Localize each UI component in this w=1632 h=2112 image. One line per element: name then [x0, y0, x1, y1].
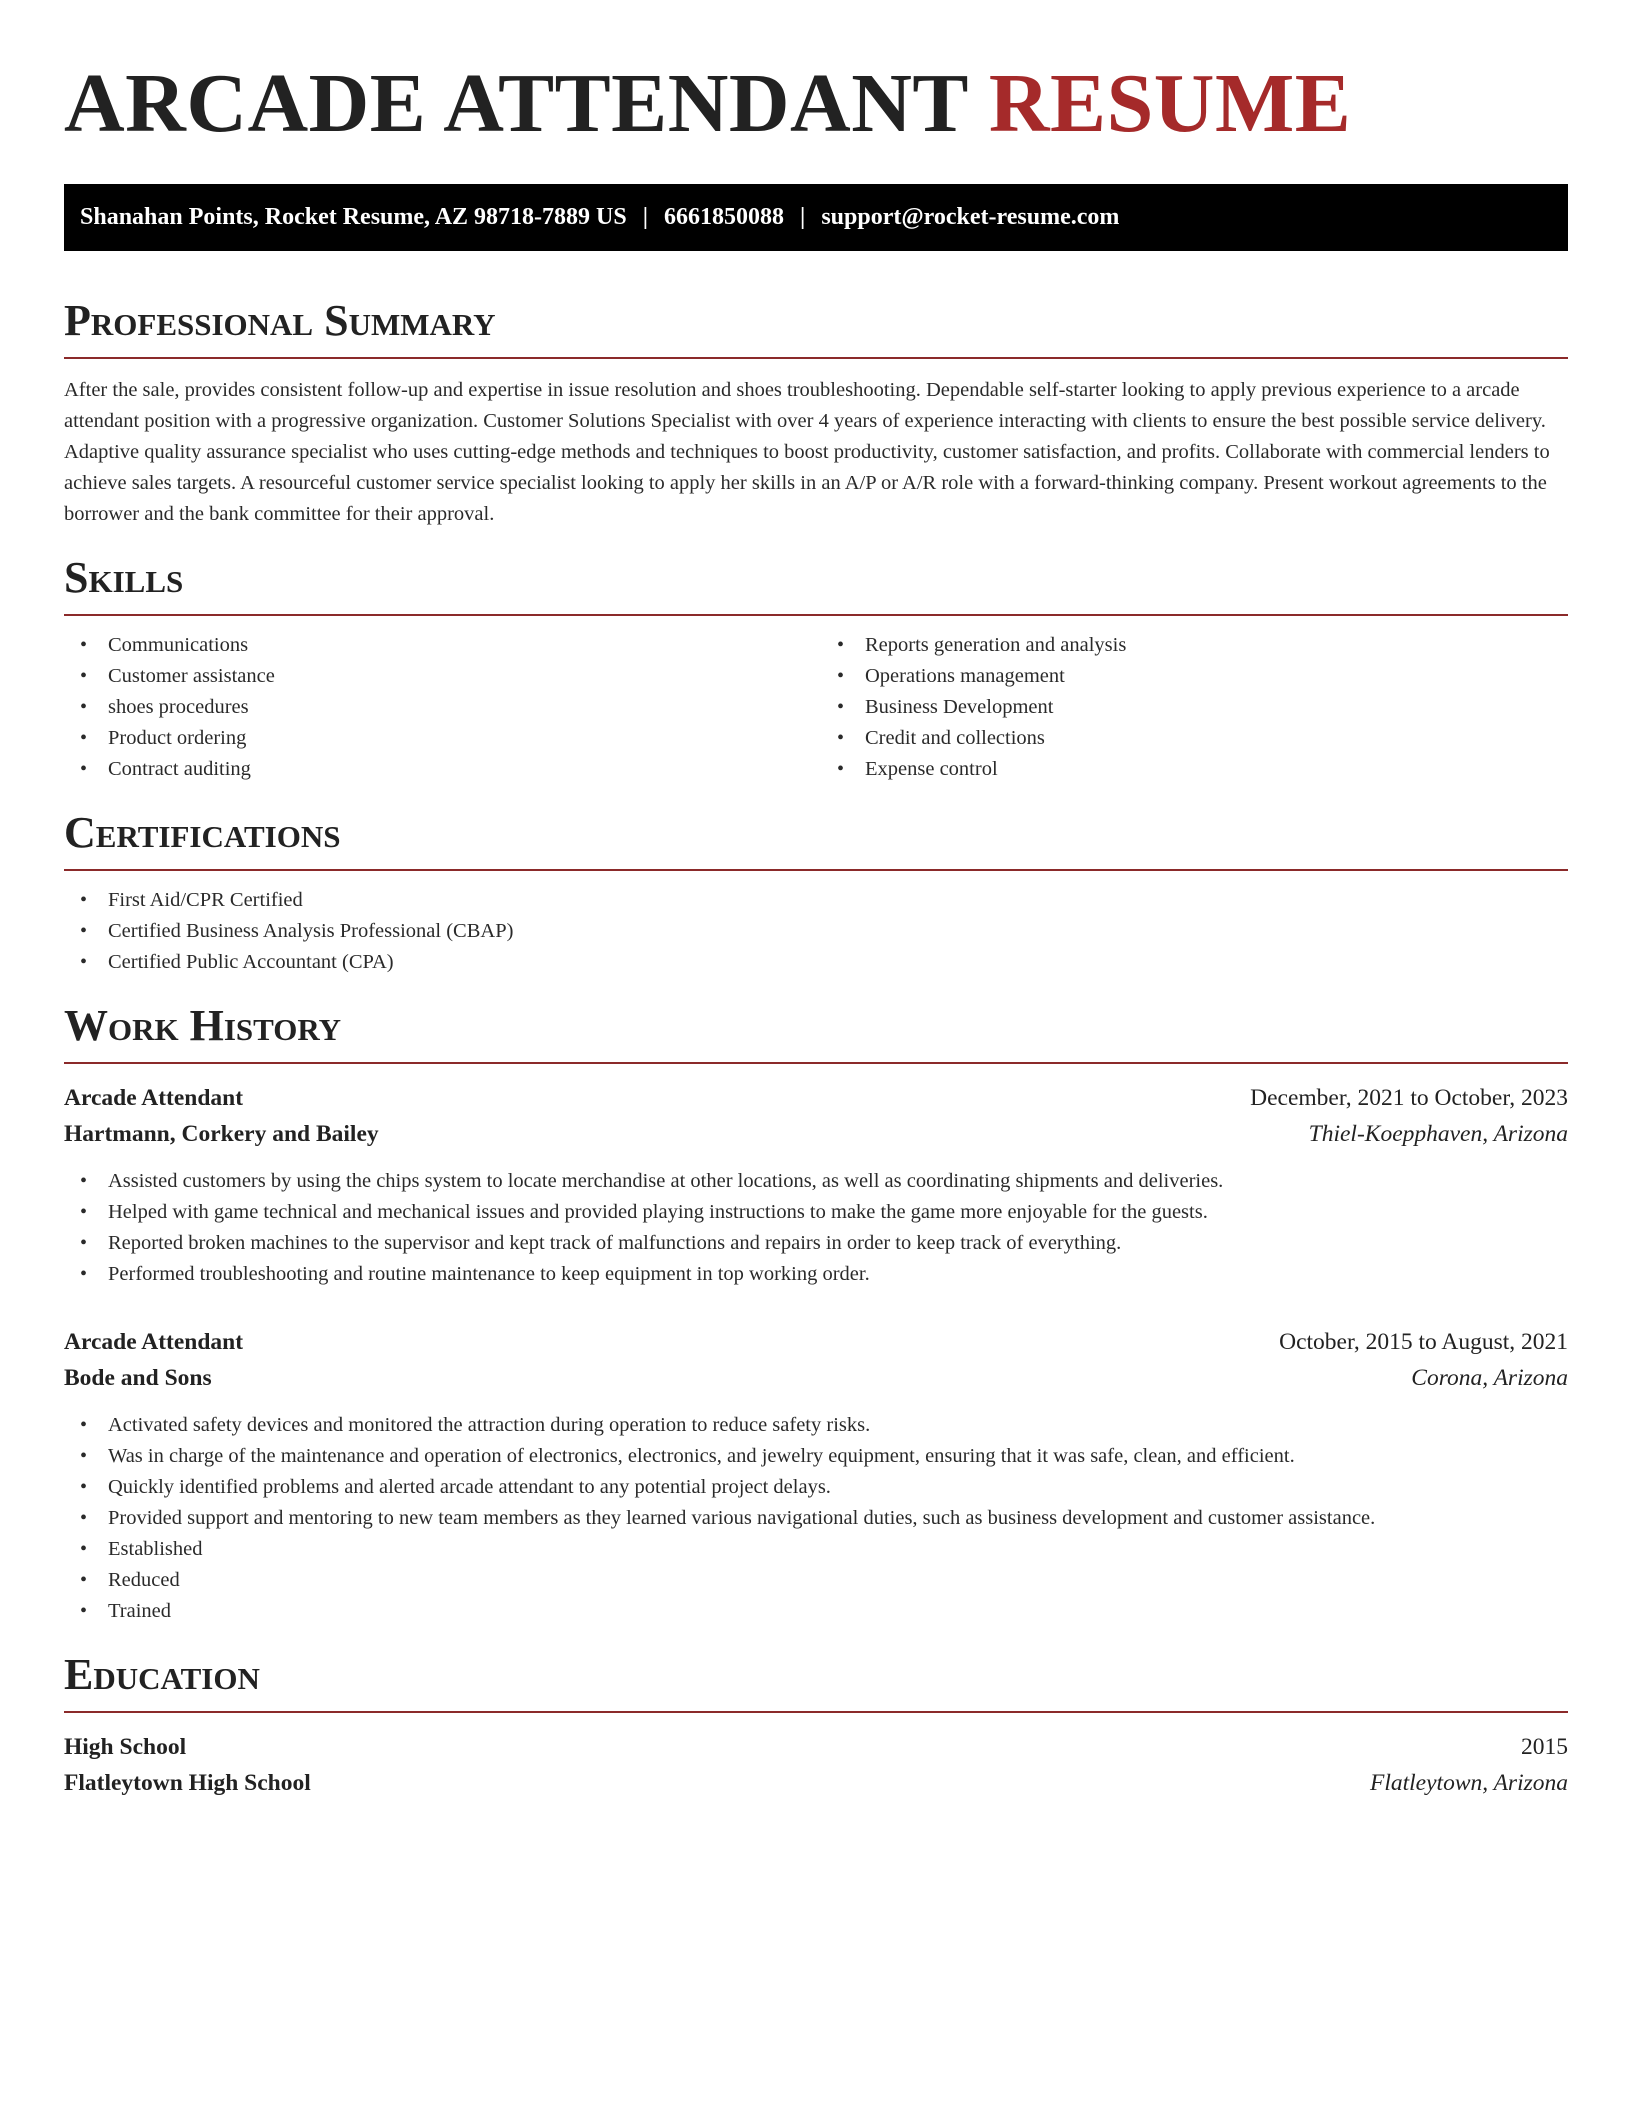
job-company: Hartmann, Corkery and Bailey	[64, 1121, 379, 1147]
contact-bar	[64, 184, 1568, 251]
skill-item: • Expense control	[821, 754, 1573, 785]
education-section	[64, 1649, 1568, 1801]
job-header-row	[64, 1324, 1568, 1360]
skill-item: • Product ordering	[64, 723, 816, 754]
education-school-row	[64, 1765, 1568, 1801]
certification-item: • Certified Public Accountant (CPA)	[64, 947, 1568, 978]
skill-item: • Customer assistance	[64, 661, 816, 692]
skill-item: • Credit and collections	[821, 723, 1573, 754]
job-duty: • Activated safety devices and monitored the attraction during operation to reduce safety risks.	[64, 1410, 1568, 1441]
job-duty: • Reported broken machines to the supervisor and kept track of malfunctions and repairs in order to keep track of everything.	[64, 1228, 1568, 1259]
job-duties-list	[64, 1166, 1568, 1290]
skills-list-left	[64, 630, 816, 785]
section-divider	[64, 869, 1568, 871]
job-duty: • Was in charge of the maintenance and operation of electronics, electronics, and jewelry equipment, ensuring that it was safe, clean, and efficient.	[64, 1441, 1568, 1472]
section-heading: Professional Summary	[64, 296, 496, 345]
education-degree-row	[64, 1729, 1568, 1765]
contact-address: Shanahan Points, Rocket Resume, AZ 98718-7889 US	[80, 204, 627, 230]
work-history-section	[64, 1000, 1568, 1627]
job-duties-list	[64, 1410, 1568, 1627]
job-header-row	[64, 1080, 1568, 1116]
education-location: Flatleytown, Arizona	[1369, 1770, 1568, 1796]
job-dates: October, 2015 to August, 2021	[1279, 1329, 1568, 1355]
skill-item: • Business Development	[821, 692, 1573, 723]
section-heading: Education	[64, 1650, 260, 1699]
job-duty: • Quickly identified problems and alerted arcade attendant to any potential project delays.	[64, 1472, 1568, 1503]
job-company: Bode and Sons	[64, 1365, 212, 1391]
skills-columns	[64, 616, 1568, 785]
job-location: Thiel-Koepphaven, Arizona	[1308, 1121, 1568, 1147]
job-company-row	[64, 1116, 1568, 1152]
education-year: 2015	[1521, 1734, 1568, 1760]
skill-item: • Communications	[64, 630, 816, 661]
certifications-list	[64, 885, 1568, 978]
summary-text: After the sale, provides consistent follow-up and expertise in issue resolution and shoes troubleshooting. Dependable self-starter looking to apply previous experience to a arcade attendant position with a progressive organization. Customer Solutions Specialist with over 4 years of experience interacting with clients to ensure the best possible service delivery. Adaptive quality assurance specialist who uses cutting-edge methods and techniques to boost productivity, customer satisfaction, and profits. Collaborate with commercial lenders to achieve sales targets. A resourceful customer service specialist looking to apply her skills in an A/P or A/R role with a forward-thinking company. Present workout agreements to the borrower and the bank committee for their approval.	[64, 379, 1550, 525]
job-duty: • Trained	[64, 1596, 1568, 1627]
section-divider	[64, 1062, 1568, 1064]
section-divider	[64, 1711, 1568, 1713]
job-entry	[64, 1324, 1568, 1627]
education-degree: High School	[64, 1734, 187, 1760]
skill-item: • Contract auditing	[64, 754, 816, 785]
skill-item: • Operations management	[821, 661, 1573, 692]
title-accent: RESUME	[988, 57, 1352, 150]
certification-item: • First Aid/CPR Certified	[64, 885, 1568, 916]
contact-separator: |	[642, 204, 649, 230]
resume-title	[64, 0, 1568, 150]
certification-item: • Certified Business Analysis Professional (CBAP)	[64, 916, 1568, 947]
contact-email: support@rocket-resume.com	[821, 204, 1120, 230]
job-duty: • Reduced	[64, 1565, 1568, 1596]
skills-section	[64, 552, 1568, 785]
job-dates: December, 2021 to October, 2023	[1250, 1085, 1568, 1111]
section-heading: Skills	[64, 553, 184, 602]
job-duty: • Assisted customers by using the chips system to locate merchandise at other locations, as well as coordinating shipments and deliveries.	[64, 1166, 1568, 1197]
job-entry	[64, 1080, 1568, 1290]
job-company-row	[64, 1360, 1568, 1396]
job-title: Arcade Attendant	[64, 1329, 244, 1355]
education-entry	[64, 1729, 1568, 1801]
contact-separator: |	[800, 204, 806, 230]
job-duty: • Performed troubleshooting and routine maintenance to keep equipment in top working order.	[64, 1259, 1568, 1290]
job-title: Arcade Attendant	[64, 1085, 244, 1111]
section-divider	[64, 357, 1568, 359]
education-school: Flatleytown High School	[64, 1770, 311, 1796]
section-heading: Work History	[64, 1001, 342, 1050]
contact-phone: 6661850088	[664, 204, 785, 230]
job-duty: • Established	[64, 1534, 1568, 1565]
skills-list-right	[816, 630, 1573, 785]
skill-item: • shoes procedures	[64, 692, 816, 723]
title-main: ARCADE ATTENDANT	[64, 57, 968, 150]
certifications-section	[64, 807, 1568, 978]
summary-section	[64, 295, 1568, 530]
job-location: Corona, Arizona	[1411, 1365, 1568, 1391]
job-duty: • Provided support and mentoring to new team members as they learned various navigational duties, such as business development and customer assistance.	[64, 1503, 1568, 1534]
job-duty: • Helped with game technical and mechanical issues and provided playing instructions to make the game more enjoyable for the guests.	[64, 1197, 1568, 1228]
section-heading: Certifications	[64, 808, 341, 857]
skill-item: • Reports generation and analysis	[821, 630, 1573, 661]
